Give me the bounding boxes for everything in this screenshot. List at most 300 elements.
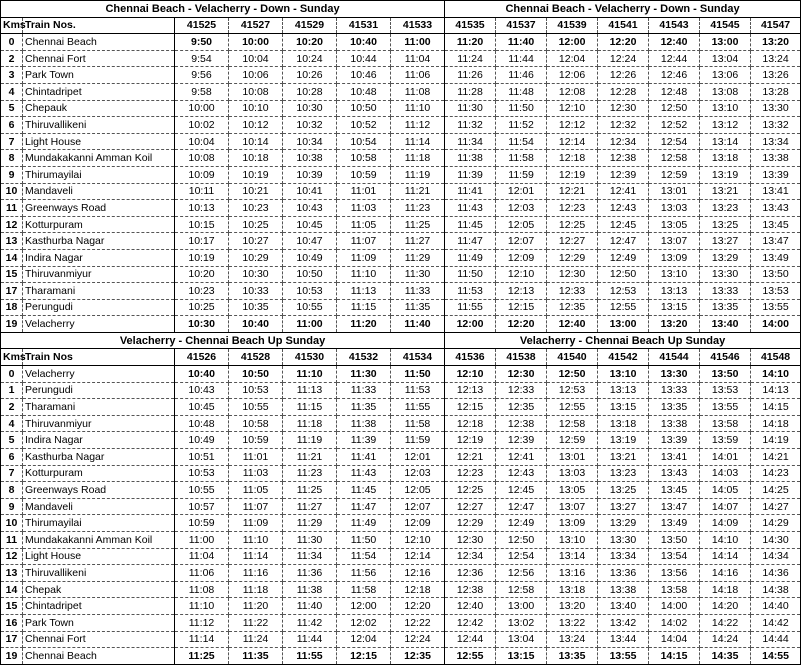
time-cell: 13:32 bbox=[751, 117, 801, 134]
time-cell: 11:05 bbox=[337, 216, 391, 233]
time-cell: 14:14 bbox=[700, 548, 751, 565]
time-cell: 12:13 bbox=[445, 382, 496, 399]
time-cell: 13:39 bbox=[751, 166, 801, 183]
time-cell: 11:01 bbox=[337, 183, 391, 200]
time-cell: 12:48 bbox=[649, 83, 700, 100]
time-cell: 13:35 bbox=[547, 648, 598, 665]
time-cell: 12:53 bbox=[598, 283, 649, 300]
time-cell: 13:50 bbox=[751, 266, 801, 283]
time-cell: 10:20 bbox=[283, 34, 337, 51]
time-cell: 11:05 bbox=[229, 482, 283, 499]
time-cell: 10:20 bbox=[175, 266, 229, 283]
time-cell: 13:25 bbox=[598, 482, 649, 499]
time-cell: 11:48 bbox=[496, 83, 547, 100]
station-name: Perungudi bbox=[23, 382, 175, 399]
time-cell: 11:55 bbox=[445, 299, 496, 316]
time-cell: 10:46 bbox=[337, 67, 391, 84]
time-cell: 13:43 bbox=[751, 200, 801, 217]
km-cell: 17 bbox=[1, 283, 23, 300]
time-cell: 12:54 bbox=[496, 548, 547, 565]
time-cell: 12:55 bbox=[445, 648, 496, 665]
time-cell: 13:19 bbox=[700, 166, 751, 183]
train-number: 41531 bbox=[337, 17, 391, 34]
table-row bbox=[1, 565, 801, 582]
time-cell: 11:42 bbox=[283, 614, 337, 631]
table-row bbox=[1, 631, 801, 648]
time-cell: 12:50 bbox=[649, 100, 700, 117]
time-cell: 10:53 bbox=[283, 283, 337, 300]
station-name: Chintadripet bbox=[23, 598, 175, 615]
time-cell: 13:02 bbox=[496, 614, 547, 631]
time-cell: 12:22 bbox=[391, 614, 445, 631]
time-cell: 13:22 bbox=[547, 614, 598, 631]
time-cell: 10:59 bbox=[337, 166, 391, 183]
time-cell: 11:00 bbox=[391, 34, 445, 51]
time-cell: 11:20 bbox=[445, 34, 496, 51]
station-name: Velacherry bbox=[23, 366, 175, 383]
station-header: Train Nos. bbox=[23, 17, 175, 34]
time-cell: 12:30 bbox=[496, 366, 547, 383]
time-cell: 13:18 bbox=[547, 581, 598, 598]
time-cell: 12:40 bbox=[547, 316, 598, 333]
train-number: 41529 bbox=[283, 17, 337, 34]
time-cell: 12:53 bbox=[547, 382, 598, 399]
km-cell: 6 bbox=[1, 117, 23, 134]
time-cell: 11:27 bbox=[283, 498, 337, 515]
time-cell: 9:50 bbox=[175, 34, 229, 51]
time-cell: 12:07 bbox=[496, 233, 547, 250]
time-cell: 10:59 bbox=[229, 432, 283, 449]
time-cell: 11:29 bbox=[283, 515, 337, 532]
km-cell: 6 bbox=[1, 449, 23, 466]
train-number-header-row bbox=[1, 349, 801, 366]
train-number: 41535 bbox=[445, 17, 496, 34]
time-cell: 13:03 bbox=[547, 465, 598, 482]
table-row bbox=[1, 299, 801, 316]
time-cell: 10:49 bbox=[175, 432, 229, 449]
time-cell: 11:30 bbox=[445, 100, 496, 117]
time-cell: 12:15 bbox=[337, 648, 391, 665]
time-cell: 11:49 bbox=[337, 515, 391, 532]
table-row bbox=[1, 449, 801, 466]
time-cell: 14:18 bbox=[700, 581, 751, 598]
time-cell: 14:15 bbox=[751, 399, 801, 416]
time-cell: 12:44 bbox=[649, 50, 700, 67]
time-cell: 13:15 bbox=[496, 648, 547, 665]
time-cell: 10:30 bbox=[283, 100, 337, 117]
section-title-right: Velacherry - Chennai Beach Up Sunday bbox=[445, 332, 801, 349]
time-cell: 11:50 bbox=[391, 366, 445, 383]
time-cell: 11:12 bbox=[391, 117, 445, 134]
km-cell: 4 bbox=[1, 83, 23, 100]
time-cell: 12:35 bbox=[547, 299, 598, 316]
time-cell: 12:10 bbox=[391, 532, 445, 549]
table-row bbox=[1, 648, 801, 665]
time-cell: 13:45 bbox=[751, 216, 801, 233]
station-name: Park Town bbox=[23, 67, 175, 84]
time-cell: 11:10 bbox=[337, 266, 391, 283]
time-cell: 11:30 bbox=[337, 366, 391, 383]
time-cell: 12:43 bbox=[598, 200, 649, 217]
time-cell: 12:10 bbox=[547, 100, 598, 117]
km-cell: 3 bbox=[1, 67, 23, 84]
time-cell: 12:38 bbox=[496, 415, 547, 432]
time-cell: 12:08 bbox=[547, 83, 598, 100]
station-name: Mandaveli bbox=[23, 498, 175, 515]
time-cell: 9:54 bbox=[175, 50, 229, 67]
time-cell: 13:36 bbox=[598, 565, 649, 582]
station-name: Light House bbox=[23, 133, 175, 150]
time-cell: 10:19 bbox=[175, 249, 229, 266]
time-cell: 10:50 bbox=[283, 266, 337, 283]
time-cell: 11:29 bbox=[391, 249, 445, 266]
time-cell: 10:23 bbox=[229, 200, 283, 217]
station-name: Kasthurba Nagar bbox=[23, 449, 175, 466]
time-cell: 13:56 bbox=[649, 565, 700, 582]
time-cell: 13:23 bbox=[700, 200, 751, 217]
km-cell: 19 bbox=[1, 316, 23, 333]
station-name: Kasthurba Nagar bbox=[23, 233, 175, 250]
time-cell: 13:05 bbox=[649, 216, 700, 233]
section-title-left: Velacherry - Chennai Beach Up Sunday bbox=[1, 332, 445, 349]
time-cell: 13:20 bbox=[547, 598, 598, 615]
time-cell: 12:30 bbox=[598, 100, 649, 117]
time-cell: 14:40 bbox=[751, 598, 801, 615]
train-number: 41527 bbox=[229, 17, 283, 34]
time-cell: 12:49 bbox=[598, 249, 649, 266]
time-cell: 10:00 bbox=[229, 34, 283, 51]
time-cell: 11:35 bbox=[391, 299, 445, 316]
time-cell: 10:10 bbox=[229, 100, 283, 117]
km-cell: 16 bbox=[1, 614, 23, 631]
km-cell: 2 bbox=[1, 399, 23, 416]
km-header: Kms bbox=[1, 17, 23, 34]
time-cell: 13:53 bbox=[751, 283, 801, 300]
station-name: Thiruvanmiyur bbox=[23, 415, 175, 432]
station-name: Greenways Road bbox=[23, 200, 175, 217]
time-cell: 12:55 bbox=[598, 299, 649, 316]
time-cell: 14:13 bbox=[751, 382, 801, 399]
time-cell: 14:10 bbox=[751, 366, 801, 383]
time-cell: 13:27 bbox=[598, 498, 649, 515]
train-number: 41539 bbox=[547, 17, 598, 34]
table-row bbox=[1, 581, 801, 598]
time-cell: 10:06 bbox=[229, 67, 283, 84]
time-cell: 13:00 bbox=[700, 34, 751, 51]
time-cell: 13:18 bbox=[598, 415, 649, 432]
time-cell: 12:14 bbox=[547, 133, 598, 150]
time-cell: 12:25 bbox=[547, 216, 598, 233]
time-cell: 12:09 bbox=[391, 515, 445, 532]
time-cell: 12:43 bbox=[496, 465, 547, 482]
time-cell: 12:38 bbox=[598, 150, 649, 167]
time-cell: 14:55 bbox=[751, 648, 801, 665]
time-cell: 14:22 bbox=[700, 614, 751, 631]
time-cell: 11:49 bbox=[445, 249, 496, 266]
time-cell: 13:27 bbox=[700, 233, 751, 250]
time-cell: 11:28 bbox=[445, 83, 496, 100]
time-cell: 12:38 bbox=[445, 581, 496, 598]
time-cell: 11:07 bbox=[337, 233, 391, 250]
time-cell: 13:25 bbox=[700, 216, 751, 233]
train-number: 41540 bbox=[547, 349, 598, 366]
time-cell: 13:26 bbox=[751, 67, 801, 84]
time-cell: 10:24 bbox=[283, 50, 337, 67]
time-cell: 13:45 bbox=[649, 482, 700, 499]
table-row bbox=[1, 216, 801, 233]
station-name: Velacherry bbox=[23, 316, 175, 333]
time-cell: 12:21 bbox=[547, 183, 598, 200]
time-cell: 13:55 bbox=[598, 648, 649, 665]
station-name: Chennai Beach bbox=[23, 648, 175, 665]
time-cell: 14:16 bbox=[700, 565, 751, 582]
train-number: 41543 bbox=[649, 17, 700, 34]
time-cell: 11:25 bbox=[391, 216, 445, 233]
time-cell: 13:18 bbox=[700, 150, 751, 167]
time-cell: 11:38 bbox=[283, 581, 337, 598]
time-cell: 10:33 bbox=[229, 283, 283, 300]
time-cell: 14:36 bbox=[751, 565, 801, 582]
time-cell: 13:15 bbox=[649, 299, 700, 316]
time-cell: 11:39 bbox=[445, 166, 496, 183]
km-cell: 15 bbox=[1, 598, 23, 615]
time-cell: 11:40 bbox=[496, 34, 547, 51]
time-cell: 9:58 bbox=[175, 83, 229, 100]
time-cell: 11:47 bbox=[337, 498, 391, 515]
train-number: 41547 bbox=[751, 17, 801, 34]
table-row bbox=[1, 200, 801, 217]
table-row bbox=[1, 133, 801, 150]
time-cell: 12:29 bbox=[547, 249, 598, 266]
km-cell: 11 bbox=[1, 200, 23, 217]
time-cell: 13:07 bbox=[649, 233, 700, 250]
time-cell: 12:12 bbox=[547, 117, 598, 134]
time-cell: 13:01 bbox=[649, 183, 700, 200]
time-cell: 13:20 bbox=[649, 316, 700, 333]
time-cell: 12:10 bbox=[496, 266, 547, 283]
time-cell: 12:45 bbox=[496, 482, 547, 499]
train-number: 41537 bbox=[496, 17, 547, 34]
time-cell: 10:53 bbox=[175, 465, 229, 482]
time-cell: 11:21 bbox=[283, 449, 337, 466]
km-cell: 19 bbox=[1, 648, 23, 665]
km-cell: 8 bbox=[1, 482, 23, 499]
table-row bbox=[1, 283, 801, 300]
time-cell: 11:27 bbox=[391, 233, 445, 250]
station-name: Kotturpuram bbox=[23, 465, 175, 482]
time-cell: 13:30 bbox=[649, 366, 700, 383]
station-name: Light House bbox=[23, 548, 175, 565]
time-cell: 13:38 bbox=[598, 581, 649, 598]
table-row bbox=[1, 117, 801, 134]
station-name: Tharamani bbox=[23, 399, 175, 416]
station-name: Kotturpuram bbox=[23, 216, 175, 233]
time-cell: 11:00 bbox=[175, 532, 229, 549]
time-cell: 11:33 bbox=[391, 283, 445, 300]
time-cell: 11:01 bbox=[229, 449, 283, 466]
time-cell: 11:14 bbox=[391, 133, 445, 150]
train-number: 41541 bbox=[598, 17, 649, 34]
time-cell: 11:13 bbox=[337, 283, 391, 300]
time-cell: 14:29 bbox=[751, 515, 801, 532]
time-cell: 13:16 bbox=[547, 565, 598, 582]
time-cell: 10:39 bbox=[283, 166, 337, 183]
time-cell: 12:49 bbox=[496, 515, 547, 532]
time-cell: 11:10 bbox=[175, 598, 229, 615]
time-cell: 11:45 bbox=[337, 482, 391, 499]
time-cell: 12:00 bbox=[445, 316, 496, 333]
time-cell: 12:07 bbox=[391, 498, 445, 515]
time-cell: 10:50 bbox=[337, 100, 391, 117]
time-cell: 10:43 bbox=[283, 200, 337, 217]
time-cell: 12:15 bbox=[445, 399, 496, 416]
time-cell: 11:00 bbox=[283, 316, 337, 333]
time-cell: 13:13 bbox=[598, 382, 649, 399]
time-cell: 13:10 bbox=[700, 100, 751, 117]
time-cell: 11:58 bbox=[391, 415, 445, 432]
time-cell: 13:42 bbox=[598, 614, 649, 631]
time-cell: 13:41 bbox=[649, 449, 700, 466]
station-name: Mandaveli bbox=[23, 183, 175, 200]
time-cell: 11:58 bbox=[337, 581, 391, 598]
time-cell: 13:14 bbox=[700, 133, 751, 150]
km-cell: 8 bbox=[1, 150, 23, 167]
km-cell: 17 bbox=[1, 631, 23, 648]
time-cell: 11:44 bbox=[496, 50, 547, 67]
time-cell: 11:19 bbox=[283, 432, 337, 449]
table-row bbox=[1, 614, 801, 631]
station-name: Indira Nagar bbox=[23, 432, 175, 449]
time-cell: 13:43 bbox=[649, 465, 700, 482]
time-cell: 12:09 bbox=[496, 249, 547, 266]
time-cell: 11:50 bbox=[496, 100, 547, 117]
time-cell: 13:33 bbox=[700, 283, 751, 300]
time-cell: 11:14 bbox=[229, 548, 283, 565]
train-number: 41530 bbox=[283, 349, 337, 366]
time-cell: 11:22 bbox=[229, 614, 283, 631]
time-cell: 10:04 bbox=[229, 50, 283, 67]
time-cell: 10:54 bbox=[337, 133, 391, 150]
time-cell: 11:10 bbox=[229, 532, 283, 549]
time-cell: 12:21 bbox=[445, 449, 496, 466]
km-cell: 0 bbox=[1, 366, 23, 383]
time-cell: 14:07 bbox=[700, 498, 751, 515]
time-cell: 12:42 bbox=[445, 614, 496, 631]
time-cell: 12:28 bbox=[598, 83, 649, 100]
time-cell: 11:03 bbox=[337, 200, 391, 217]
table-row bbox=[1, 415, 801, 432]
time-cell: 10:11 bbox=[175, 183, 229, 200]
time-cell: 14:27 bbox=[751, 498, 801, 515]
time-cell: 12:20 bbox=[496, 316, 547, 333]
time-cell: 12:01 bbox=[496, 183, 547, 200]
km-cell: 9 bbox=[1, 498, 23, 515]
time-cell: 14:05 bbox=[700, 482, 751, 499]
station-header: Train Nos bbox=[23, 349, 175, 366]
time-cell: 13:20 bbox=[751, 34, 801, 51]
time-cell: 10:59 bbox=[175, 515, 229, 532]
time-cell: 10:14 bbox=[229, 133, 283, 150]
time-cell: 11:50 bbox=[445, 266, 496, 283]
time-cell: 11:50 bbox=[337, 532, 391, 549]
time-cell: 13:58 bbox=[700, 415, 751, 432]
time-cell: 11:03 bbox=[229, 465, 283, 482]
time-cell: 13:38 bbox=[649, 415, 700, 432]
train-number: 41548 bbox=[751, 349, 801, 366]
km-cell: 10 bbox=[1, 183, 23, 200]
table-row bbox=[1, 233, 801, 250]
time-cell: 11:55 bbox=[391, 399, 445, 416]
time-cell: 11:04 bbox=[175, 548, 229, 565]
table-row bbox=[1, 83, 801, 100]
time-cell: 10:30 bbox=[175, 316, 229, 333]
table-row bbox=[1, 532, 801, 549]
time-cell: 13:55 bbox=[751, 299, 801, 316]
train-number: 41538 bbox=[496, 349, 547, 366]
time-cell: 10:52 bbox=[337, 117, 391, 134]
time-cell: 11:06 bbox=[175, 565, 229, 582]
time-cell: 14:02 bbox=[649, 614, 700, 631]
time-cell: 12:18 bbox=[391, 581, 445, 598]
time-cell: 10:17 bbox=[175, 233, 229, 250]
time-cell: 11:08 bbox=[175, 581, 229, 598]
time-cell: 11:55 bbox=[283, 648, 337, 665]
time-cell: 10:40 bbox=[337, 34, 391, 51]
time-cell: 12:25 bbox=[445, 482, 496, 499]
time-cell: 13:13 bbox=[649, 283, 700, 300]
train-number: 41526 bbox=[175, 349, 229, 366]
time-cell: 13:12 bbox=[700, 117, 751, 134]
time-cell: 10:51 bbox=[175, 449, 229, 466]
time-cell: 13:14 bbox=[547, 548, 598, 565]
time-cell: 11:47 bbox=[445, 233, 496, 250]
time-cell: 11:33 bbox=[337, 382, 391, 399]
time-cell: 12:33 bbox=[496, 382, 547, 399]
station-name: Thiruvallikeni bbox=[23, 565, 175, 582]
time-cell: 11:34 bbox=[445, 133, 496, 150]
time-cell: 12:34 bbox=[598, 133, 649, 150]
time-cell: 12:39 bbox=[598, 166, 649, 183]
km-cell: 4 bbox=[1, 415, 23, 432]
time-cell: 12:50 bbox=[496, 532, 547, 549]
time-cell: 13:35 bbox=[649, 399, 700, 416]
time-cell: 12:15 bbox=[496, 299, 547, 316]
table-row bbox=[1, 598, 801, 615]
time-cell: 13:39 bbox=[649, 432, 700, 449]
time-cell: 12:04 bbox=[547, 50, 598, 67]
km-cell: 11 bbox=[1, 532, 23, 549]
time-cell: 12:18 bbox=[445, 415, 496, 432]
time-cell: 14:09 bbox=[700, 515, 751, 532]
time-cell: 12:23 bbox=[445, 465, 496, 482]
time-cell: 11:59 bbox=[496, 166, 547, 183]
time-cell: 12:29 bbox=[445, 515, 496, 532]
time-cell: 10:09 bbox=[175, 166, 229, 183]
station-name: Tharamani bbox=[23, 283, 175, 300]
time-cell: 13:49 bbox=[751, 249, 801, 266]
station-name: Thiruvanmiyur bbox=[23, 266, 175, 283]
time-cell: 12:41 bbox=[496, 449, 547, 466]
time-cell: 11:24 bbox=[445, 50, 496, 67]
train-number: 41534 bbox=[391, 349, 445, 366]
time-cell: 14:19 bbox=[751, 432, 801, 449]
time-cell: 11:58 bbox=[496, 150, 547, 167]
time-cell: 12:16 bbox=[391, 565, 445, 582]
table-row bbox=[1, 166, 801, 183]
time-cell: 12:33 bbox=[547, 283, 598, 300]
time-cell: 12:58 bbox=[547, 415, 598, 432]
train-number: 41546 bbox=[700, 349, 751, 366]
